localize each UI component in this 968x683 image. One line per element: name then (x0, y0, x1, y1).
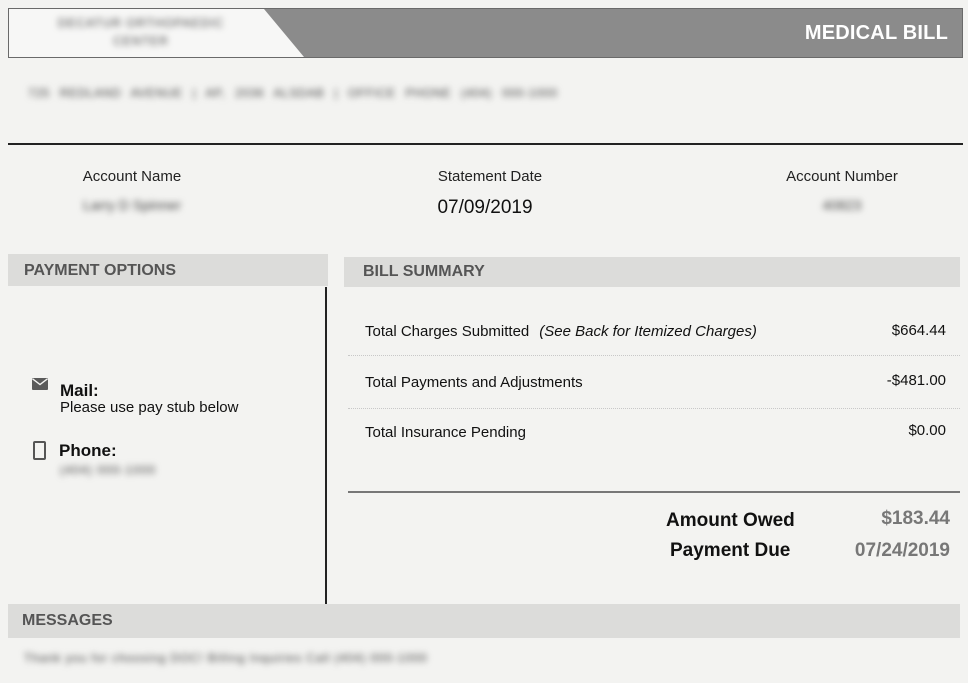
phone-number: (404) 000-1000 (60, 463, 157, 477)
account-name-label: Account Name (82, 168, 182, 185)
phone-icon (33, 441, 46, 460)
payments-value: -$481.00 (886, 372, 946, 389)
account-number-value: 40823 (822, 197, 862, 213)
org-name: DECATUR ORTHOPAEDIC CENTER (57, 16, 225, 48)
statement-date-label: Statement Date (437, 168, 543, 185)
insurance-pending-value: $0.00 (908, 422, 946, 439)
mail-label: Mail: (60, 381, 99, 400)
bill-title: MEDICAL BILL (804, 22, 948, 44)
statement-date-value: 07/09/2019 (437, 197, 533, 218)
address-line: 725 REDLAND AVENUE | AP, 2036 ALSDAB | OFFICE PHONE (404) 000-1000 (28, 86, 558, 100)
header-divider (8, 143, 963, 145)
amount-owed-label: Amount Owed (666, 510, 795, 531)
insurance-pending-label: Total Insurance Pending (365, 424, 526, 441)
summary-row-label (365, 323, 757, 340)
amount-owed-value: $183.44 (881, 508, 950, 529)
payment-due-label: Payment Due (670, 540, 791, 561)
charges-label: Total Charges Submitted (365, 323, 530, 340)
bill-header (8, 8, 963, 58)
payment-due-value: 07/24/2019 (854, 540, 950, 561)
itemized-note: (See Back for Itemized Charges) (539, 323, 757, 340)
bill-summary-header: BILL SUMMARY (344, 257, 960, 287)
row-divider (348, 408, 960, 409)
account-name-value: Larry D Spinner (82, 197, 182, 213)
total-divider (348, 491, 960, 493)
payment-options-header: PAYMENT OPTIONS (8, 254, 328, 286)
phone-label: Phone: (59, 441, 117, 460)
messages-header: MESSAGES (8, 604, 960, 638)
message-text: Thank you for choosing DOC! Billing Inquiries Call (404) 000-1000 (24, 651, 428, 665)
payments-label: Total Payments and Adjustments (365, 374, 583, 391)
row-divider (348, 355, 960, 356)
charges-value: $664.44 (891, 322, 946, 339)
mail-instructions: Please use pay stub below (60, 399, 239, 416)
column-divider (325, 287, 327, 605)
mail-icon (32, 378, 48, 390)
account-number-label: Account Number (786, 168, 898, 185)
